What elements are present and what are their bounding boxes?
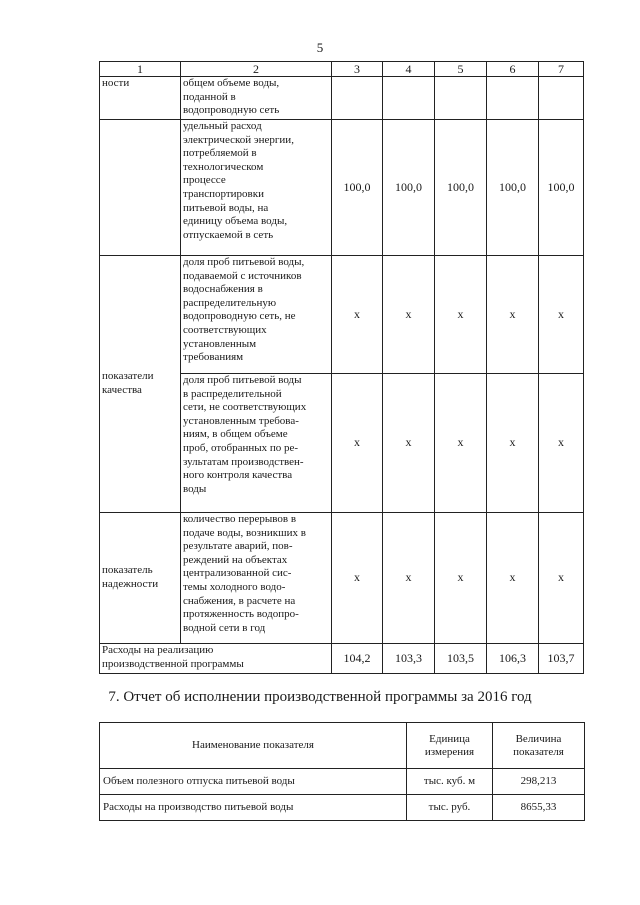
report-unit: тыс. куб. м [407,769,493,795]
table-row [100,120,584,256]
report-name: Объем полезного отпуска питьевой воды [100,769,407,795]
indicator-cell: удельный расход электрической энергии, потребляемой в технологическом процессе транспортировки питьевой воды, на единицу объема воды, отпускаемой в сеть [181,120,332,256]
report-unit: тыс. руб. [407,795,493,821]
report-value: 8655,33 [493,795,585,821]
indicator-cell: общем объеме воды, поданной в водопроводную сеть [181,77,332,120]
value-cell: 100,0 [539,120,584,256]
report-row [100,769,585,795]
report-name: Расходы на производство питьевой воды [100,795,407,821]
value-cell: x [383,374,435,513]
indicator-cell: количество перерывов в подаче воды, возникших в результате аварий, пов- реждений на объектах централизованной сис- темы холодного водо- снабжения, в расчете на протяженность водопро- водной сети в год [181,513,332,644]
group-cell: ности [100,77,181,120]
report-header-row [100,723,585,769]
value-cell: 100,0 [332,120,383,256]
column-number: 3 [332,62,383,77]
section-title: 7. Отчет об исполнении производственной программы за 2016 год [108,689,532,705]
value-cell: x [383,513,435,644]
value-cell: x [435,513,487,644]
value-cell [487,77,539,120]
production-program-table [99,61,584,674]
summary-value: 103,3 [383,644,435,674]
column-number: 4 [383,62,435,77]
value-cell: x [487,374,539,513]
value-cell: x [539,374,584,513]
value-cell [383,77,435,120]
table-row [100,77,584,120]
column-number: 2 [181,62,332,77]
reliability-group-cell: показатель надежности [100,513,181,644]
summary-value: 103,7 [539,644,584,674]
summary-value: 106,3 [487,644,539,674]
column-number: 7 [539,62,584,77]
header-value: Величина показателя [493,723,585,769]
value-cell: x [383,256,435,374]
report-table [99,722,585,821]
value-cell [539,77,584,120]
column-number: 6 [487,62,539,77]
value-cell [332,77,383,120]
report-row [100,795,585,821]
value-cell: 100,0 [487,120,539,256]
value-cell: 100,0 [435,120,487,256]
summary-value: 104,2 [332,644,383,674]
value-cell: x [487,256,539,374]
table-row [100,256,584,374]
value-cell: x [332,374,383,513]
table-row [100,513,584,644]
column-number: 1 [100,62,181,77]
value-cell: x [332,513,383,644]
value-cell: x [332,256,383,374]
header-name: Наименование показателя [100,723,407,769]
summary-row [100,644,584,674]
page-number: 5 [316,40,324,55]
value-cell: x [435,374,487,513]
column-number: 5 [435,62,487,77]
summary-label: Расходы на реализацию производственной программы [100,644,332,674]
group-cell [100,120,181,256]
indicator-cell: доля проб питьевой воды, подаваемой с источников водоснабжения в распределительную водопроводную сеть, не соответствующих установленным требованиям [181,256,332,374]
value-cell: x [435,256,487,374]
header-unit: Единица измерения [407,723,493,769]
quality-group-cell: показатели качества [100,256,181,513]
report-value: 298,213 [493,769,585,795]
value-cell: 100,0 [383,120,435,256]
value-cell: x [539,256,584,374]
summary-value: 103,5 [435,644,487,674]
value-cell: x [539,513,584,644]
column-number-row [100,62,584,77]
value-cell: x [487,513,539,644]
value-cell [435,77,487,120]
indicator-cell: доля проб питьевой воды в распределительной сети, не соответствующих установленным требова- ниям, в общем объеме проб, отобранных по ре- зультатам производствен- ного контроля качества воды [181,374,332,513]
